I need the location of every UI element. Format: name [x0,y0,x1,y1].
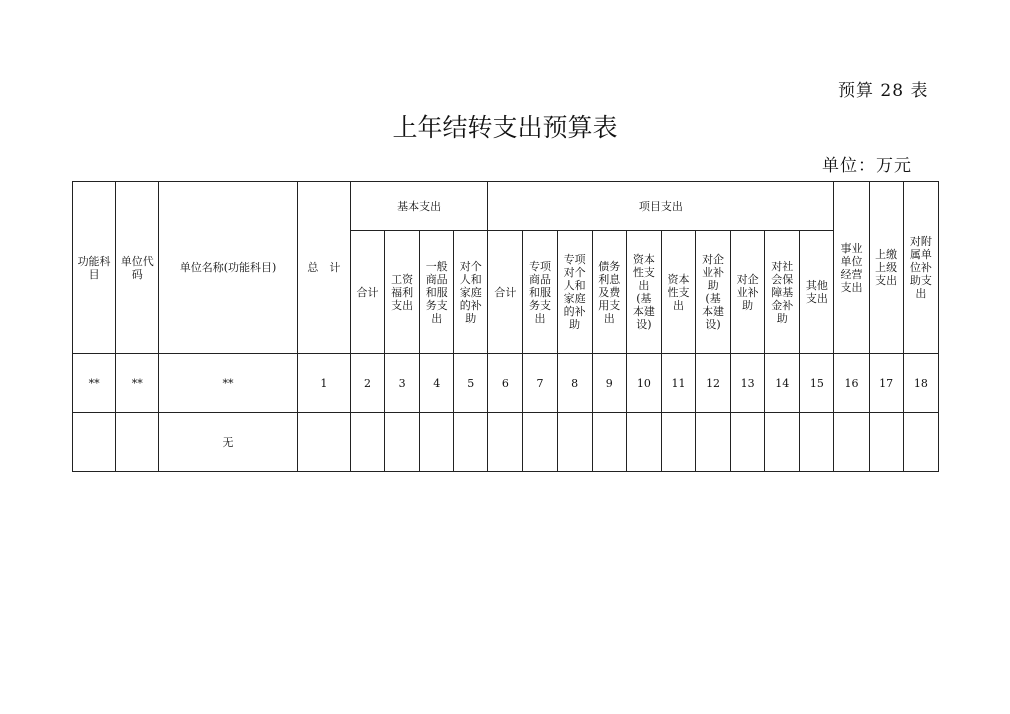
number-cell: 15 [800,354,834,413]
data-cell [420,413,454,472]
header-basic-wages: 工资福利支出 [385,231,420,354]
header-project-household-subsidy: 专项对个人和家庭的补助 [557,231,592,354]
header-project-capital: 资本性支出 [661,231,695,354]
number-cell: 11 [661,354,695,413]
number-cell: 2 [350,354,384,413]
header-basic-expenditure: 基本支出 [350,182,487,231]
number-cell: 3 [385,354,420,413]
number-cell: 10 [626,354,661,413]
data-cell [800,413,834,472]
budget-table [72,181,939,472]
table-row [73,413,939,472]
header-unit-name: 单位名称(功能科目) [159,182,297,354]
data-cell [765,413,800,472]
page-title: 上年结转支出预算表 [392,113,618,142]
data-cell [488,413,523,472]
data-cell [626,413,661,472]
header-project-goods-services: 专项商品和服务支出 [523,231,557,354]
number-cell: ** [73,354,116,413]
header-business-operation: 事业单位经营支出 [834,182,869,354]
header-basic-household-subsidy: 对个人和家庭的补助 [454,231,488,354]
number-cell: 14 [765,354,800,413]
header-unit-code: 单位代码 [116,182,159,354]
number-cell: 8 [557,354,592,413]
data-cell [116,413,159,472]
data-cell [385,413,420,472]
header-basic-subtotal: 合计 [350,231,384,354]
data-cell [661,413,695,472]
header-project-enterprise-subsidy: 对企业补助 [731,231,765,354]
number-cell: 4 [420,354,454,413]
number-cell: 5 [454,354,488,413]
number-cell: 1 [297,354,350,413]
data-cell [350,413,384,472]
number-row [73,354,939,413]
header-project-subtotal: 合计 [488,231,523,354]
data-cell [903,413,938,472]
data-cell-unit-name: 无 [159,413,297,472]
data-cell [834,413,869,472]
data-cell [73,413,116,472]
header-project-capital-construction: 资本性支出(基本建设) [626,231,661,354]
header-func-subject: 功能科目 [73,182,116,354]
header-project-debt-interest: 债务利息及费用支出 [592,231,626,354]
number-cell: ** [116,354,159,413]
number-cell: 12 [696,354,731,413]
unit-label: 单位：万元 [822,156,912,176]
header-basic-goods-services: 一般商品和服务支出 [420,231,454,354]
header-project-social-security: 对社会保障基金补助 [765,231,800,354]
number-cell: 17 [869,354,903,413]
number-cell: 9 [592,354,626,413]
data-cell [297,413,350,472]
number-cell: ** [159,354,297,413]
data-cell [523,413,557,472]
header-remit-superior: 上缴上级支出 [869,182,903,354]
data-cell [731,413,765,472]
number-cell: 13 [731,354,765,413]
table-number: 预算 28 表 [838,81,929,101]
number-cell: 16 [834,354,869,413]
data-cell [592,413,626,472]
header-subsidy-affiliated: 对附属单位补助支出 [903,182,938,354]
data-cell [557,413,592,472]
header-project-expenditure: 项目支出 [488,182,834,231]
data-cell [454,413,488,472]
header-project-enterprise-construction: 对企业补助(基本建设) [696,231,731,354]
header-project-other: 其他支出 [800,231,834,354]
header-total: 总 计 [297,182,350,354]
number-cell: 7 [523,354,557,413]
data-cell [696,413,731,472]
data-cell [869,413,903,472]
number-cell: 18 [903,354,938,413]
number-cell: 6 [488,354,523,413]
